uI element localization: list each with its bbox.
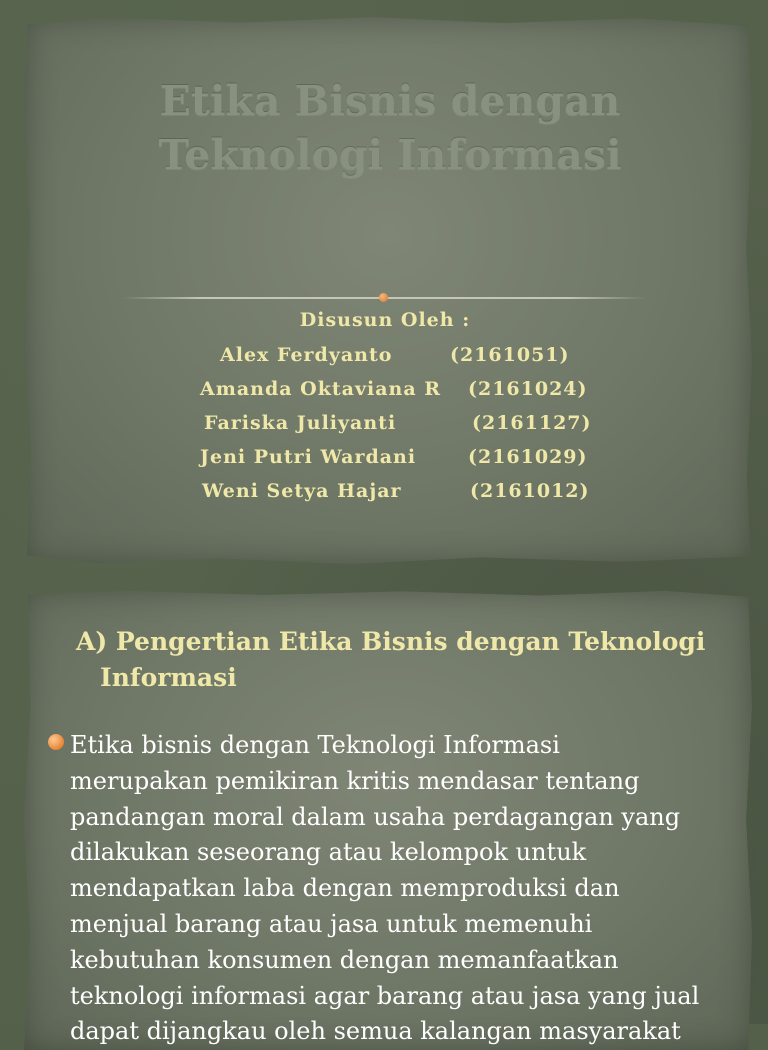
author-name: Alex Ferdyanto: [220, 344, 393, 366]
section-title: [76, 624, 726, 696]
divider-dot-icon: [379, 293, 388, 302]
slide-title: [60, 74, 720, 182]
author-name: Weni Setya Hajar: [202, 480, 402, 502]
bullet-text-line: dilakukan seseorang atau kelompok untuk: [70, 838, 587, 867]
author-nim: (2161051): [450, 344, 570, 366]
authors-heading: Disusun Oleh :: [299, 309, 471, 331]
bullet-text-line: pandangan moral dalam usaha perdagangan yang: [70, 802, 681, 831]
author-name: Fariska Juliyanti: [204, 412, 397, 434]
author-nim: (2161024): [468, 378, 588, 400]
author-name: Jeni Putri Wardani: [200, 446, 417, 468]
bullet-text-line: Etika bisnis dengan Teknologi Informasi: [70, 731, 560, 759]
bullet-text-line: mendapatkan laba dengan memproduksi dan: [70, 874, 620, 903]
slide-title-line-2: Teknologi Informasi: [158, 131, 622, 179]
bullet-text-line: kebutuhan konsumen dengan memanfaatkan: [70, 945, 619, 974]
slide-title-line-1: Etika Bisnis dengan: [159, 77, 621, 125]
bullet-text-line: dapat dijangkau oleh semua kalangan masyarakat: [70, 1017, 681, 1046]
bullet-paragraph: [70, 728, 738, 1050]
author-name: Amanda Oktaviana R: [200, 378, 442, 400]
bullet-icon: [46, 732, 68, 754]
author-nim: (2161127): [472, 412, 592, 434]
section-title-line-2: Informasi: [100, 663, 237, 692]
bullet-dot-icon: [48, 734, 64, 750]
bullet-text-line: teknologi informasi agar barang atau jasa yang jual: [70, 981, 700, 1010]
bullet-text-line: merupakan pemikiran kritis mendasar tentang: [70, 766, 640, 795]
author-nim: (2161012): [470, 480, 590, 502]
bullet-text-line: menjual barang atau jasa untuk memenuhi: [70, 909, 593, 938]
section-title-line-1: A) Pengertian Etika Bisnis dengan Teknologi: [76, 627, 706, 656]
author-nim: (2161029): [468, 446, 588, 468]
